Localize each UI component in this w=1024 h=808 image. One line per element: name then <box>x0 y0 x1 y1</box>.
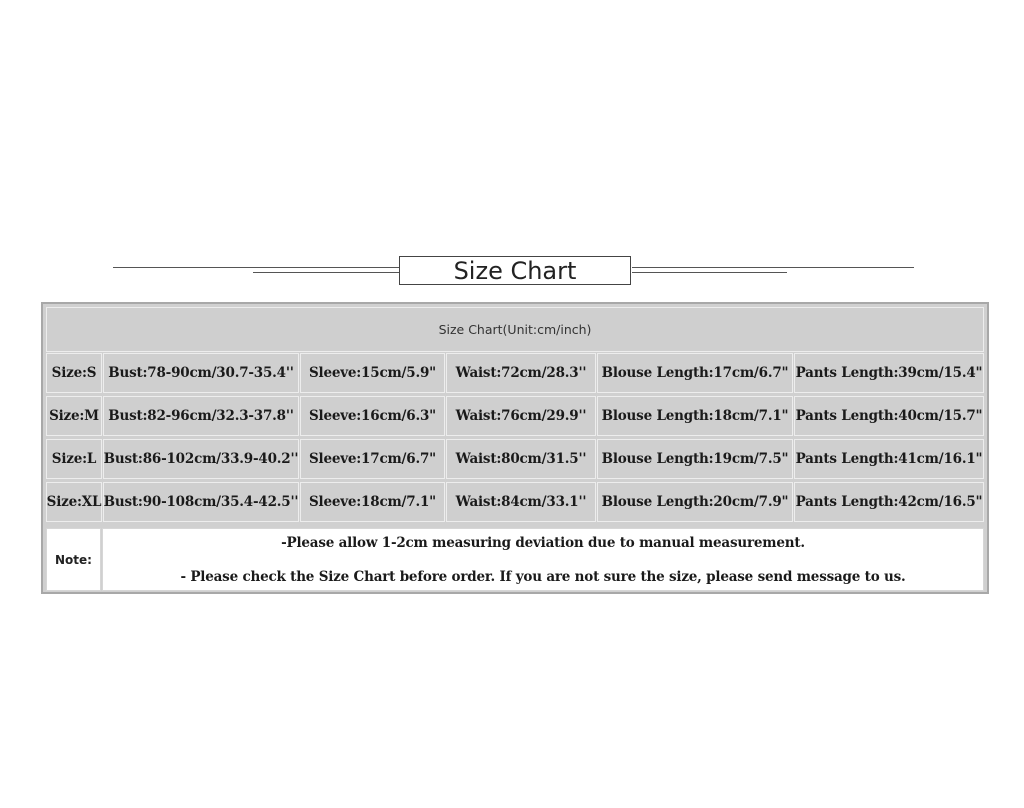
sleeve-cell: Sleeve:17cm/6.7" <box>300 439 445 479</box>
table-row-s <box>46 353 984 393</box>
title-rule-right-long <box>632 267 914 268</box>
bust-cell: Bust:82-96cm/32.3-37.8'' <box>103 396 299 436</box>
waist-cell: Waist:80cm/31.5'' <box>446 439 596 479</box>
title-rule-right-short <box>632 272 787 273</box>
bust-cell: Bust:78-90cm/30.7-35.4'' <box>103 353 299 393</box>
note-line-deviation: -Please allow 1-2cm measuring deviation due to manual measurement. <box>281 535 805 551</box>
sleeve-cell: Sleeve:18cm/7.1" <box>300 482 445 522</box>
page-title: Size Chart <box>399 256 631 285</box>
waist-cell: Waist:72cm/28.3'' <box>446 353 596 393</box>
blouse-length-cell: Blouse Length:19cm/7.5" <box>597 439 793 479</box>
pants-length-cell: Pants Length:41cm/16.1" <box>794 439 984 479</box>
waist-cell: Waist:76cm/29.9'' <box>446 396 596 436</box>
table-caption: Size Chart(Unit:cm/inch) <box>46 307 984 352</box>
size-cell: Size:M <box>46 396 102 436</box>
blouse-length-cell: Blouse Length:17cm/6.7" <box>597 353 793 393</box>
note-label: Note: <box>46 528 101 591</box>
size-cell: Size:L <box>46 439 102 479</box>
pants-length-cell: Pants Length:42cm/16.5" <box>794 482 984 522</box>
note-line-check-size: - Please check the Size Chart before order. If you are not sure the size, please send message to us. <box>180 569 906 585</box>
bust-cell: Bust:90-108cm/35.4-42.5'' <box>103 482 299 522</box>
size-chart-table <box>41 302 989 594</box>
bust-cell: Bust:86-102cm/33.9-40.2'' <box>103 439 299 479</box>
title-rule-left-long <box>113 267 400 268</box>
table-row-m <box>46 396 984 436</box>
title-rule-left-short <box>253 272 400 273</box>
size-cell: Size:S <box>46 353 102 393</box>
title-banner <box>0 250 1024 290</box>
table-row-xl <box>46 482 984 522</box>
pants-length-cell: Pants Length:39cm/15.4" <box>794 353 984 393</box>
waist-cell: Waist:84cm/33.1'' <box>446 482 596 522</box>
blouse-length-cell: Blouse Length:18cm/7.1" <box>597 396 793 436</box>
table-row-l <box>46 439 984 479</box>
sleeve-cell: Sleeve:15cm/5.9" <box>300 353 445 393</box>
size-cell: Size:XL <box>46 482 102 522</box>
blouse-length-cell: Blouse Length:20cm/7.9" <box>597 482 793 522</box>
pants-length-cell: Pants Length:40cm/15.7" <box>794 396 984 436</box>
sleeve-cell: Sleeve:16cm/6.3" <box>300 396 445 436</box>
note-body <box>102 528 984 591</box>
